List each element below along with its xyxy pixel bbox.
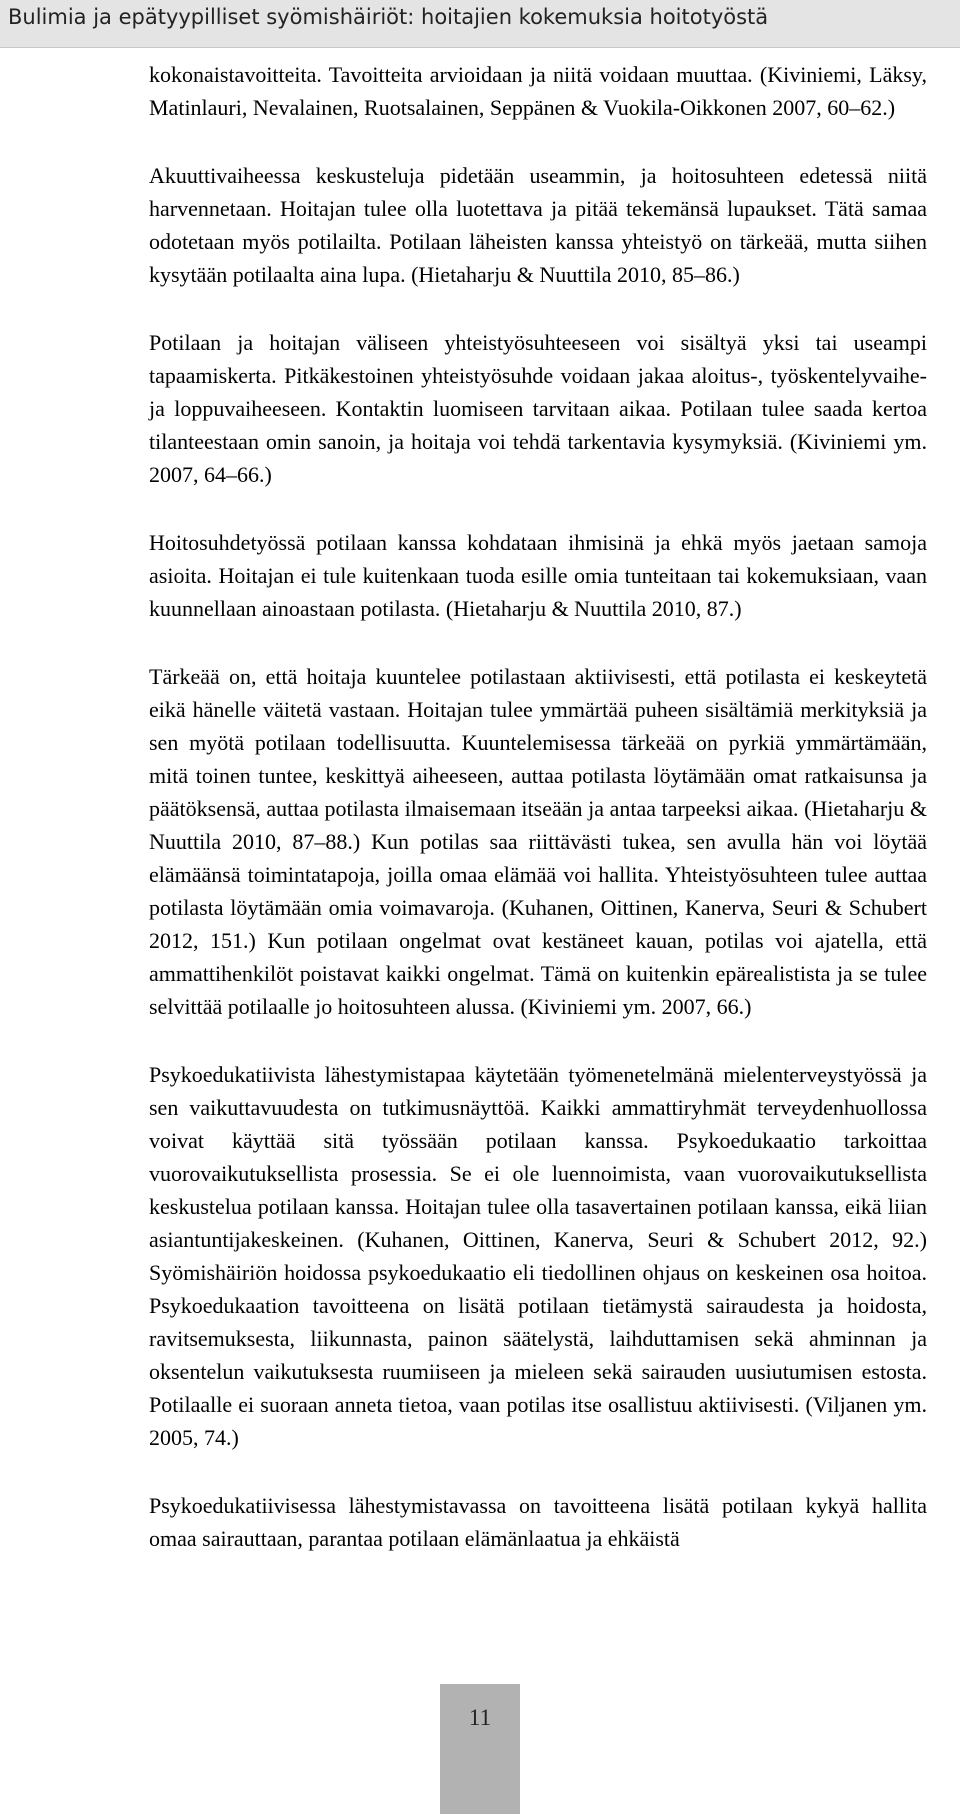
paragraph-5: Tärkeää on, että hoitaja kuuntelee potilastaan aktiivisesti, että potilasta ei keskeytetä eikä hänelle väitetä vastaan. Hoitajan tulee ymmärtää puheen sisältämiä merkityksiä ja sen myötä potilaan todellisuutta. Kuuntelemisessa tärkeää on pyrkiä ymmärtämään, mitä toinen tuntee, keskittyä aiheeseen, auttaa potilasta löytämään omat ratkaisunsa ja päätöksensä, auttaa potilasta ilmaisemaan itseään ja antaa tarpeeksi aikaa. (Hietaharju & Nuuttila 2010, 87–88.) Kun potilas saa riittävästi tukea, sen avulla hän voi löytää elämäänsä toimintatapoja, joilla omaa elämää voi hallita. Yhteistyösuhteen tulee auttaa potilasta löytämään omia voimavaroja. (Kuhanen, Oittinen, Kanerva, Seuri & Schubert 2012, 151.) Kun potilaan ongelmat ovat kestäneet kauan, potilas voi ajatella, että ammattihenkilöt poistavat kaikki ongelmat. Tämä on kuitenkin epärealistista ja se tulee selvittää potilaalle jo hoitosuhteen alussa. (Kiviniemi ym. 2007, 66.) <box>149 664 927 1019</box>
paragraph-4: Hoitosuhdetyössä potilaan kanssa kohdataan ihmisinä ja ehkä myös jaetaan samoja asioita. Hoitajan ei tule kuitenkaan tuoda esille omia tunteitaan tai kokemuksiaan, vaan kuunnellaan ainoastaan potilasta. (Hietaharju & Nuuttila 2010, 87.) <box>149 530 927 621</box>
page-body <box>149 58 927 1590</box>
paragraph-7: Psykoedukatiivisessa lähestymistavassa on tavoitteena lisätä potilaan kykyä hallita omaa sairauttaan, parantaa potilaan elämänlaatua ja ehkäistä <box>149 1493 927 1551</box>
paragraph-2: Akuuttivaiheessa keskusteluja pidetään useammin, ja hoitosuhteen edetessä niitä harvennetaan. Hoitajan tulee olla luotettava ja pitää tekemänsä lupaukset. Tätä samaa odotetaan myös potilailta. Potilaan läheisten kanssa yhteistyö on tärkeää, mutta siihen kysytään potilaalta aina lupa. (Hietaharju & Nuuttila 2010, 85–86.) <box>149 163 927 287</box>
page-number: 11 <box>468 1705 492 1730</box>
document-title: Bulimia ja epätyypilliset syömishäiriöt: hoitajien kokemuksia hoitotyöstä <box>8 5 769 29</box>
title-bar <box>0 0 960 48</box>
paragraph-1: kokonaistavoitteita. Tavoitteita arvioidaan ja niitä voidaan muuttaa. (Kiviniemi, Läksy, Matinlauri, Nevalainen, Ruotsalainen, Seppänen & Vuokila-Oikkonen 2007, 60–62.) <box>149 62 927 120</box>
paragraph-6: Psykoedukatiivista lähestymistapaa käytetään työmenetelmänä mielenterveystyössä ja sen vaikuttavuudesta on tutkimusnäyttöä. Kaikki ammattiryhmät terveydenhuollossa voivat käyttää sitä työssään potilaan kanssa. Psykoedukaatio tarkoittaa vuorovaikutuksellista prosessia. Se ei ole luennoimista, vaan vuorovaikutuksellista keskustelua potilaan kanssa. Hoitajan tulee olla tasavertainen potilaan kanssa, eikä liian asiantuntijakeskeinen. (Kuhanen, Oittinen, Kanerva, Seuri & Schubert 2012, 92.) Syömishäiriön hoidossa psykoedukaatio eli tiedollinen ohjaus on keskeinen osa hoitoa. Psykoedukaation tavoitteena on lisätä potilaan tietämystä sairaudesta ja hoidosta, ravitsemuksesta, liikunnasta, painon säätelystä, laihduttamisen sekä ahminnan ja oksentelun vaikutuksesta ruumiiseen ja mieleen sekä sairauden uusiutumisen estosta. Potilaalle ei suoraan anneta tietoa, vaan potilas itse osallistuu aktiivisesti. (Viljanen ym. 2005, 74.) <box>149 1062 927 1450</box>
paragraph-3: Potilaan ja hoitajan väliseen yhteistyösuhteeseen voi sisältyä yksi tai useampi tapaamiskerta. Pitkäkestoinen yhteistyösuhde voidaan jakaa aloitus-, työskentelyvaihe- ja loppuvaiheeseen. Kontaktin luomiseen tarvitaan aikaa. Potilaan tulee saada kertoa tilanteestaan omin sanoin, ja hoitaja voi tehdä tarkentavia kysymyksiä. (Kiviniemi ym. 2007, 64–66.) <box>149 330 927 487</box>
page-number-box <box>440 1684 520 1814</box>
